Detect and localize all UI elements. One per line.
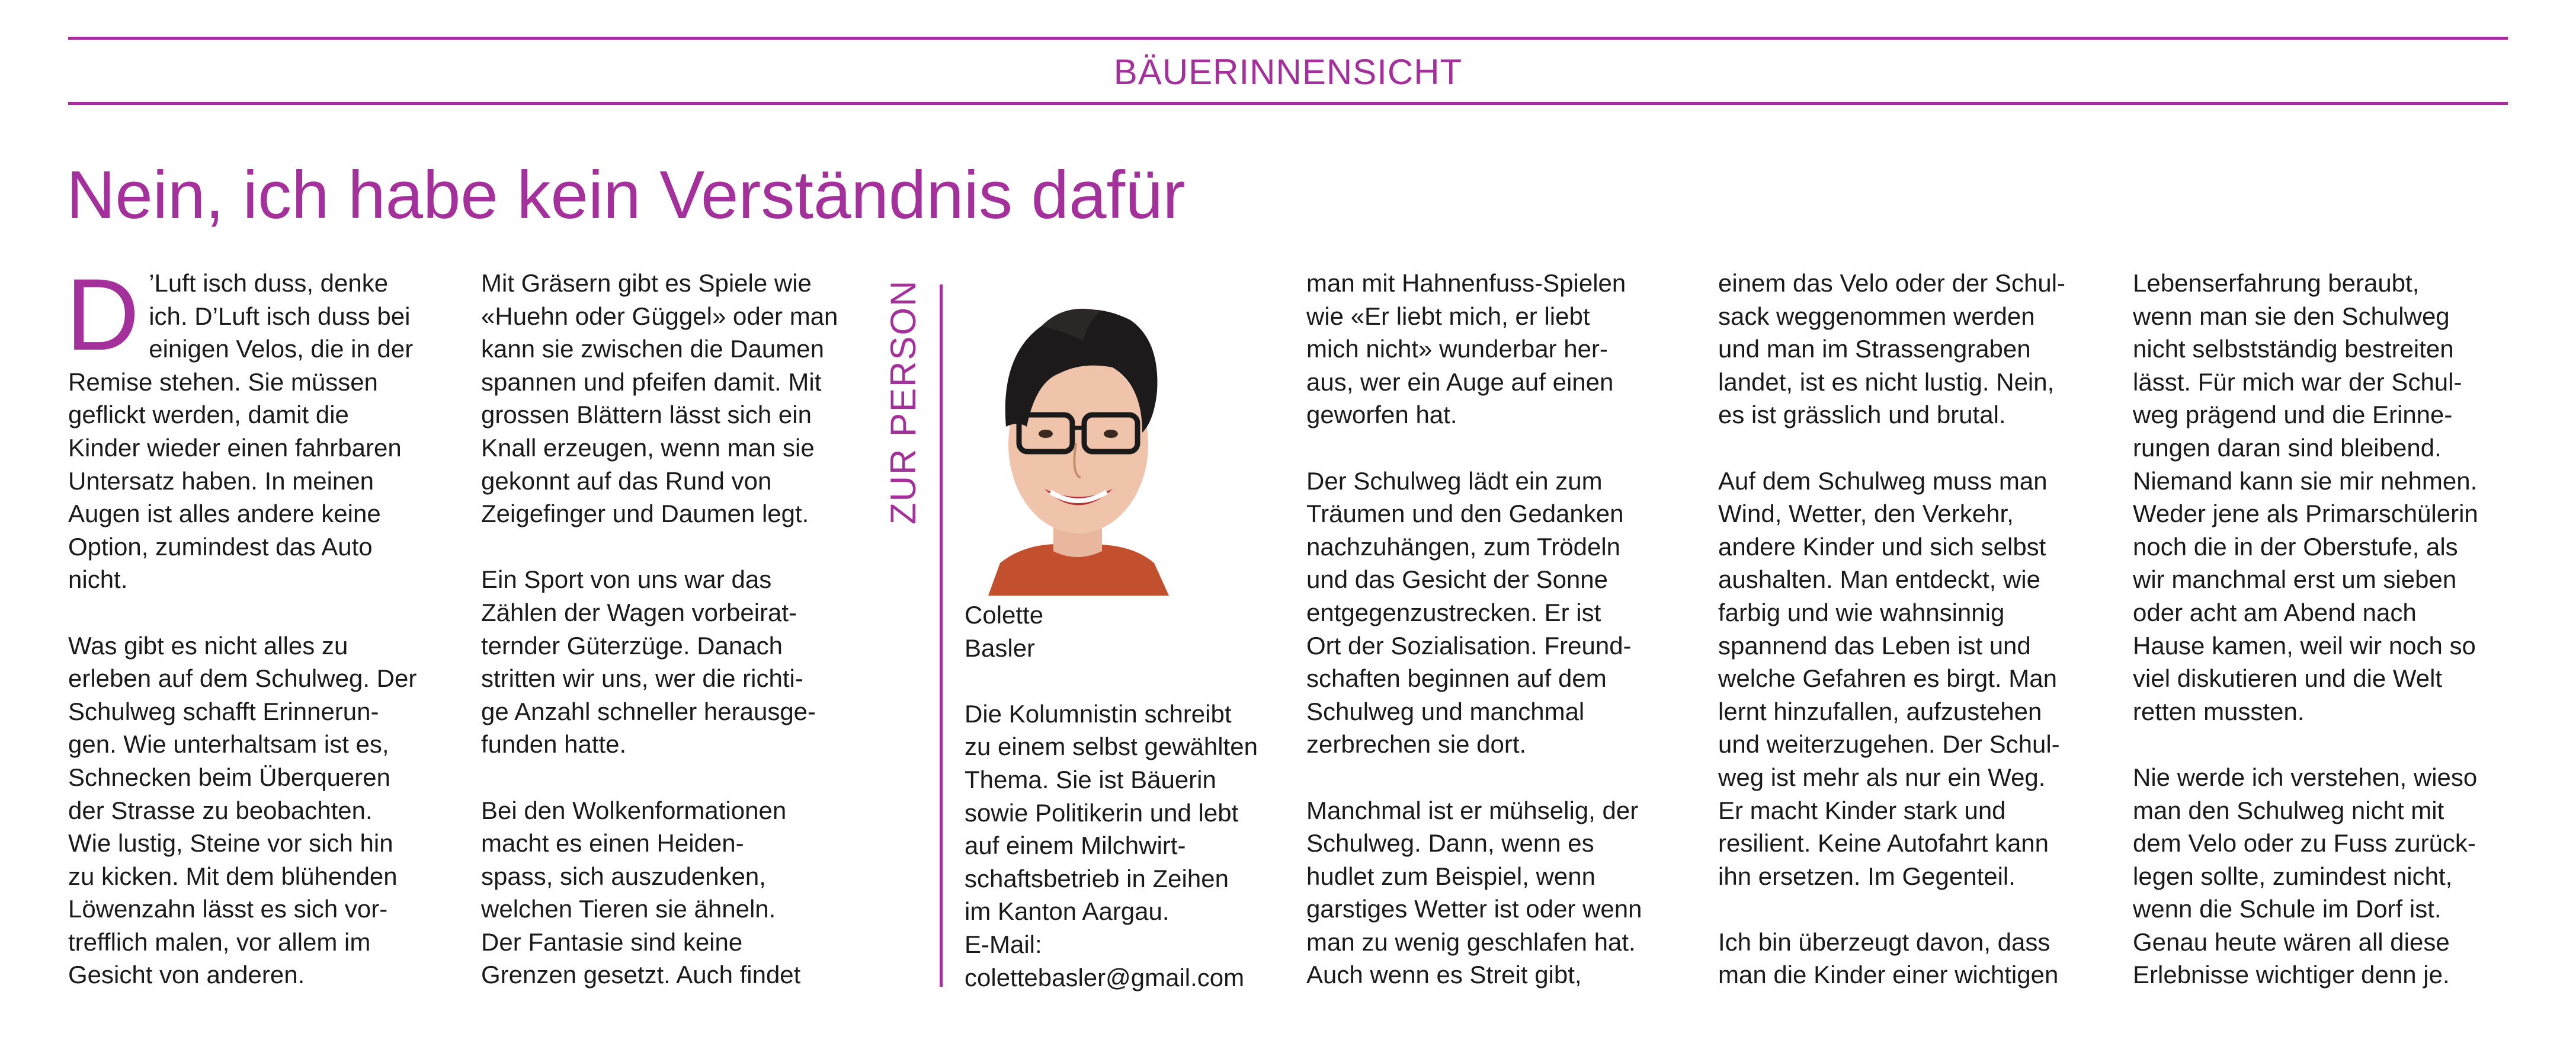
rubric-top-rule [68,37,2508,40]
author-portrait [965,284,1193,596]
headline: Nein, ich habe kein Verständnis dafür [66,158,1186,233]
rubric-title: BÄUERINNENSICHT [1113,52,1463,92]
column-4 [1306,267,1686,991]
rubric-bottom-rule [68,102,2508,105]
zur-person-label: ZUR PERSON [883,279,923,524]
paragraph [66,258,447,596]
paragraph: Manchmal ist er mühselig, der Schulweg. Dann, wenn es hudlet zum Beispiel, wenn garstiges Wetter ist oder wenn man zu wenig geschlafen hat. Auch wenn es Streit gibt, [1306,796,1642,989]
paragraph: Bei den Wolkenformationen macht es einen Heiden- spass, sich auszudenken, welchen Tieren sie ähneln. Der Fantasie sind keine Grenzen gesetzt. Auch findet [481,796,801,989]
paragraph: Lebenserfahrung beraubt, wenn man sie den Schulweg nicht selbstständig bestreiten lässt. Für mich war der Schul- weg prägend und die Erinne- rungen daran sind bleibend. Niemand kann sie mir nehmen. Weder jene als Primarschülerin noch die in der Oberstufe, als wir manchmal erst um sieben oder acht am Abend nach Hause kamen, weil wir noch so viel diskutieren und die Welt retten mussten. [2133,269,2478,725]
column-6 [2133,267,2512,991]
person-bio: Die Kolumnistin schreibt zu einem selbst gewählten Thema. Sie ist Bäuerin sowie Politikerin und lebt auf einem Milchwirt- schaftsbetrieb in Zeihen im Kanton Aargau. E-Mail: colettebasler@gmail.com [965,699,1258,991]
paragraph: Mit Gräsern gibt es Spiele wie «Huehn oder Güggel» oder man kann sie zwischen die Daumen spannen und pfeifen damit. Mit grossen Blättern lässt sich ein Knall erzeugen, wenn man sie gekonnt auf das Rund von Zeigefinger und Daumen legt. [481,269,838,528]
paragraph: Nie werde ich verstehen, wieso man den Schulweg nicht mit dem Velo oder zu Fuss zurück- legen sollte, zumindest nicht, wenn die Schule im Dorf ist. Genau heute wären all diese Erlebnisse wichtiger denn je. [2133,763,2478,989]
person-divider [940,284,943,987]
person-info [965,599,1296,1027]
paragraph: Der Schulweg lädt ein zum Träumen und den Gedanken nachzuhängen, zum Trödeln und das Gesicht der Sonne entgegenzustrecken. Er ist Ort der Sozialisation. Freund- schaften beginnen auf dem Schulweg und manchmal zerbrechen sie dort. [1306,466,1632,759]
paragraph: man mit Hahnenfuss-Spielen wie «Er liebt mich, er liebt mich nicht» wunderbar her- aus, wer ein Auge auf einen geworfen hat. [1306,269,1626,429]
paragraph: Was gibt es nicht alles zu erleben auf dem Schulweg. Der Schulweg schafft Erinnerun- gen. Wie unterhaltsam ist es, Schnecken beim Überqueren der Strasse zu beobachten. Wie lustig, Steine vor sich hin zu kicken. Mit dem blühenden Löwenzahn lässt es sich vor- trefflich malen, vor allem im Gesicht von anderen. [68,631,417,989]
paragraph: einem das Velo oder der Schul- sack weggenommen werden und man im Strassengraben landet, ist es nicht lustig. Nein, es ist grässlich und brutal. [1718,269,2066,429]
column-2 [481,267,872,991]
column-1 [66,258,447,991]
column-5 [1718,267,2097,991]
person-name: Colette Basler [965,601,1044,662]
paragraph: Ein Sport von uns war das Zählen der Wagen vorbeirat- ternder Güterzüge. Danach stritten wir uns, wer die richti- ge Anzahl schneller herausge- funden hatte. [481,565,816,759]
paragraph-text: ’Luft isch duss, denke ich. D’Luft isch duss bei einigen Velos, die in der Remise stehen. Sie müssen geflickt werden, damit die Kinder wieder einen fahrbaren Untersatz haben. In meinen Augen ist alles andere keine Option, zumindest das Auto nicht. [68,269,414,594]
paragraph: Auf dem Schulweg muss man Wind, Wetter, den Verkehr, andere Kinder und sich selbst aushalten. Man entdeckt, wie farbig und wie wahnsinnig spannend das Leben ist und welche Gefahren es birgt. Man lernt hinzufallen, aufzustehen und weiterzugehen. Der Schul- weg ist mehr als nur ein Weg. Er macht Kinder stark und resilient. Keine Autofahrt kann ihn ersetzen. Im Gegenteil. [1718,466,2060,890]
paragraph: Ich bin überzeugt davon, dass man die Kinder einer wichtigen [1718,927,2059,989]
drop-cap: D [66,258,140,372]
